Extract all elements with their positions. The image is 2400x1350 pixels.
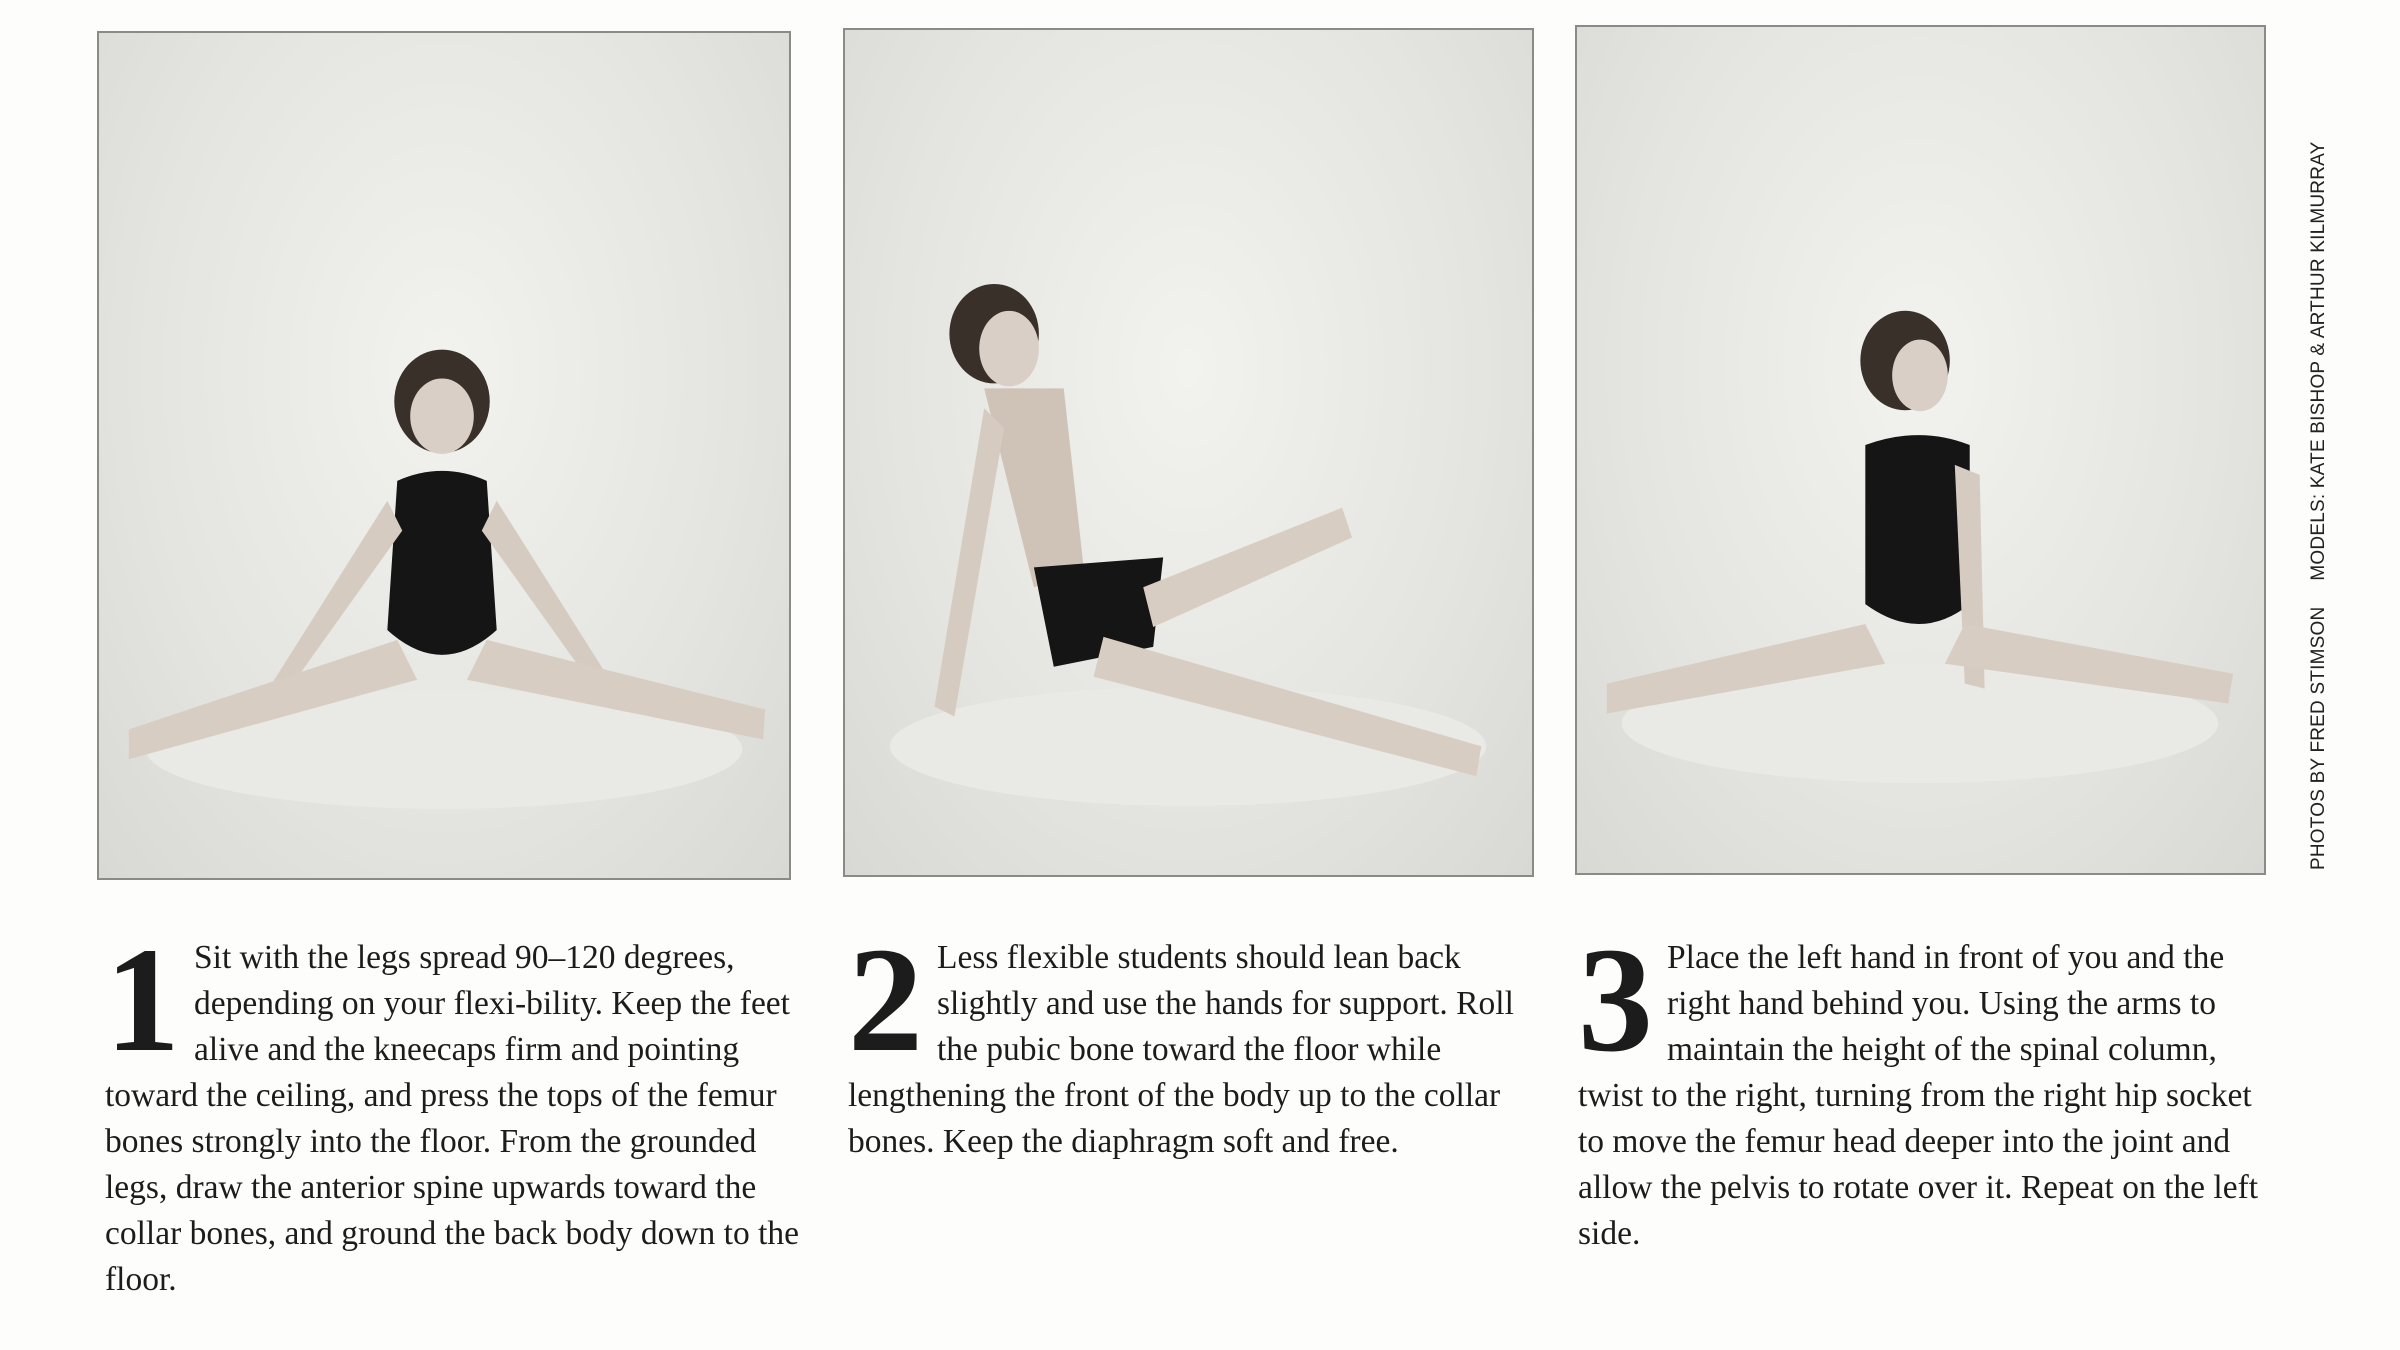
step-number: 2: [848, 917, 923, 1083]
models-credit: MODELS: KATE BISHOP & ARTHUR KILMURRAY: [2308, 141, 2329, 581]
figure-seated-wide-leg: [99, 33, 789, 878]
step-text: Place the left hand in front of you and the right hand behind you. Using the arms to maintain the height of the spinal column, twist to the right, turning from the right hip socket to move the femur head deeper into the joint and allow the pelvis to rotate over it. Repeat on the left side.: [1578, 939, 2259, 1252]
step-3: [1578, 917, 2278, 1257]
figure-seated-twist: [1577, 27, 2264, 873]
photo-step-1: [97, 31, 791, 880]
photo-step-2: [843, 28, 1534, 877]
step-2: [848, 917, 1548, 1165]
step-number: 1: [105, 917, 180, 1083]
figure-leaning-back: [845, 30, 1532, 875]
step-1: [105, 917, 805, 1303]
photographer-credit: PHOTOS BY FRED STIMSON: [2308, 606, 2329, 870]
step-text: Less flexible students should lean back slightly and use the hands for support. Roll the pubic bone toward the floor while lengthening the front of the body up to the collar bones. Keep the diaphragm soft and free.: [848, 939, 1514, 1160]
photo-step-3: [1575, 25, 2266, 875]
step-text: Sit with the legs spread 90–120 degrees, depending on your flexi-bility. Keep the feet alive and the kneecaps firm and pointing toward the ceiling, and press the tops of the femur bones strongly into the floor. From the grounded legs, draw the anterior spine upwards toward the collar bones, and ground the back body down to the floor.: [105, 939, 800, 1298]
photo-credit: [2308, 116, 2330, 870]
step-number: 3: [1578, 917, 1653, 1083]
